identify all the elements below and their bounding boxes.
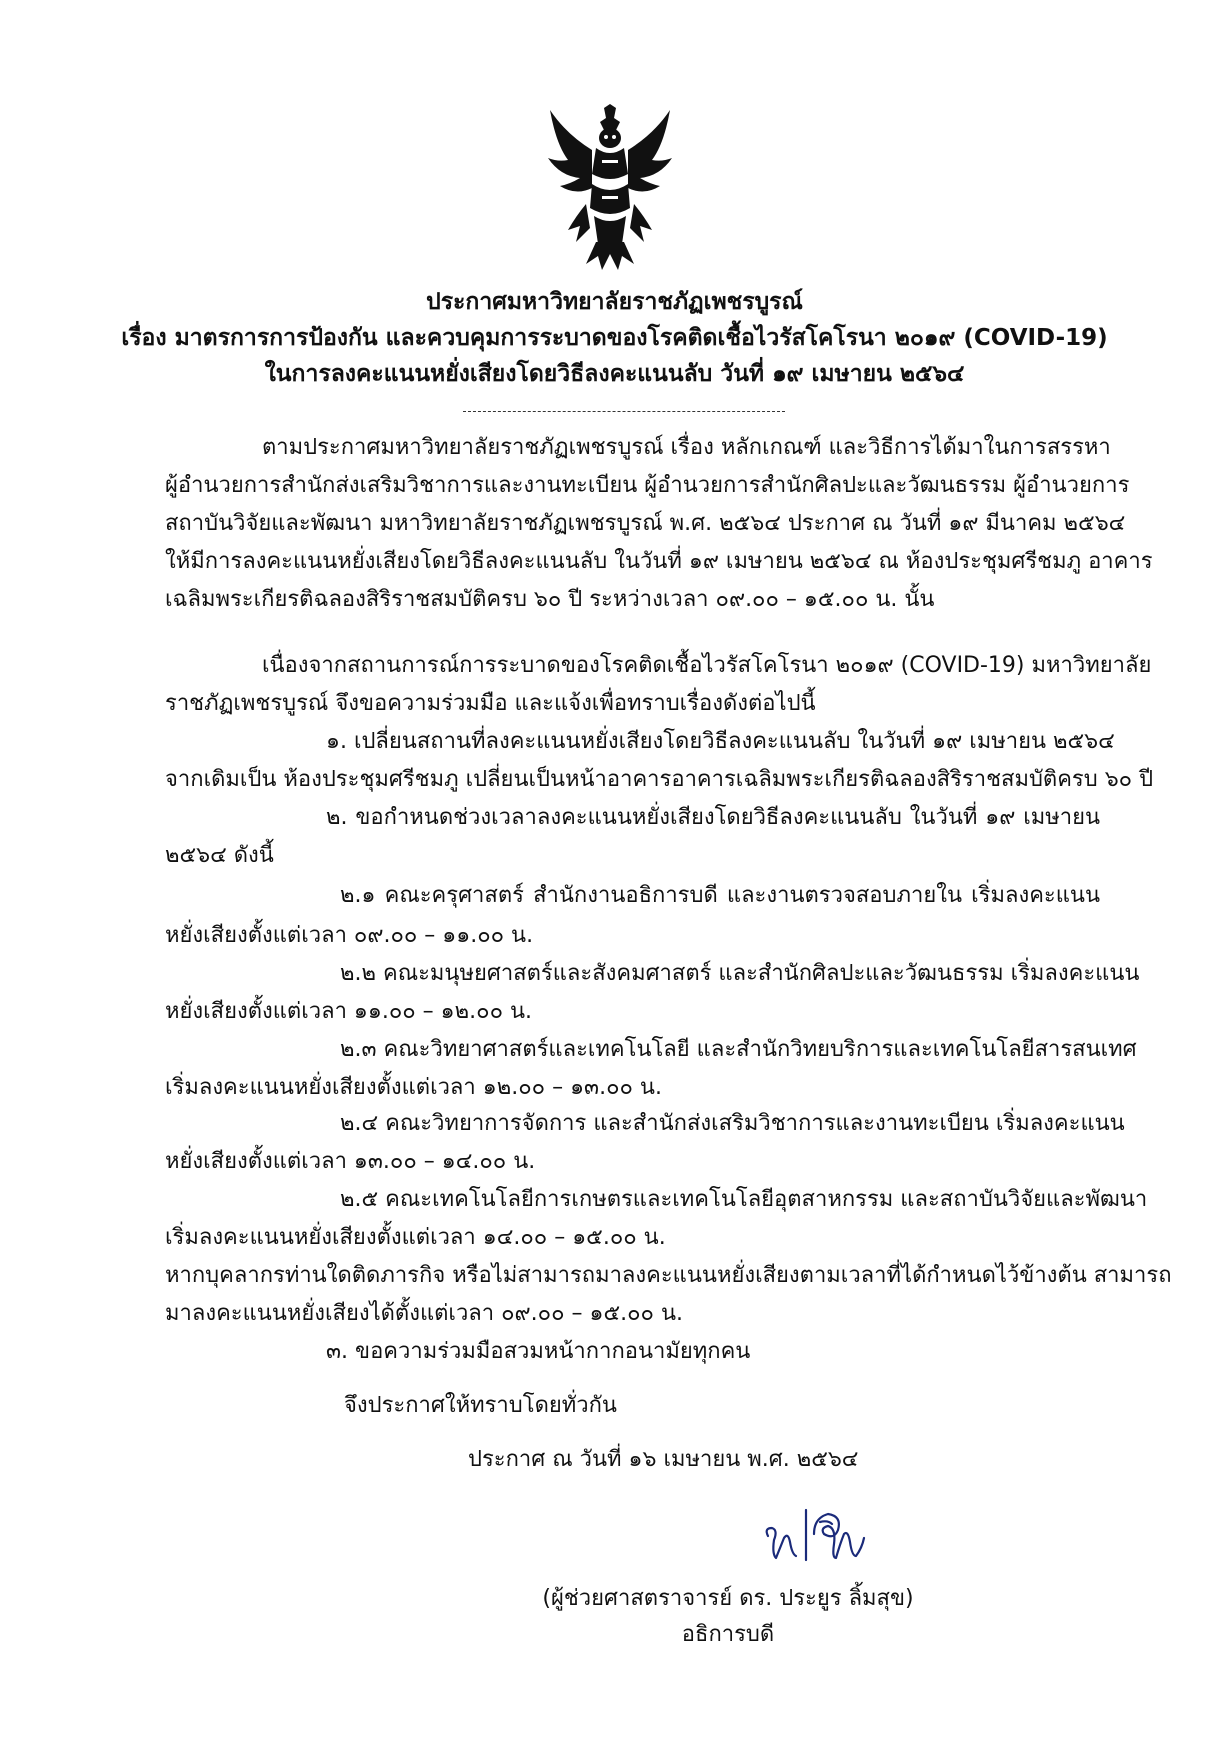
sub-item-2-1-line-1: ๒.๑ คณะครุศาสตร์ สำนักงานอธิการบดี และงานตรวจสอบภายใน เริ่มลงคะแนน (340, 883, 1100, 908)
item-1-line-1: ๑. เปลี่ยนสถานที่ลงคะแนนหยั่งเสียงโดยวิธีลงคะแนนลับ ในวันที่ ๑๙ เมษายน ๒๕๖๔ (326, 729, 1115, 754)
sub-item-2-4-line-2: หยั่งเสียงตั้งแต่เวลา ๑๓.๐๐ – ๑๔.๐๐ น. (165, 1149, 536, 1174)
title-divider (463, 411, 785, 412)
garuda-emblem-icon (546, 104, 674, 272)
item-2-line-1: ๒. ขอกำหนดช่วงเวลาลงคะแนนหยั่งเสียงโดยวิธีลงคะแนนลับ ในวันที่ ๑๙ เมษายน (326, 805, 1100, 830)
sub-item-2-5-line-2: เริ่มลงคะแนนหยั่งเสียงตั้งแต่เวลา ๑๔.๐๐ – ๑๕.๐๐ น. (165, 1225, 666, 1250)
note-line-1: หากบุคลากรท่านใดติดภารกิจ หรือไม่สามารถมาลงคะแนนหยั่งเสียงตามเวลาที่ได้กำหนดไว้ข้างต้น สามารถ (165, 1263, 1172, 1288)
note-line-2: มาลงคะแนนหยั่งเสียงได้ตั้งแต่เวลา ๐๙.๐๐ – ๑๕.๐๐ น. (165, 1301, 683, 1326)
subject-line-2: ในการลงคะแนนหยั่งเสียงโดยวิธีลงคะแนนลับ วันที่ ๑๙ เมษายน ๒๕๖๔ (264, 361, 965, 387)
sub-item-2-1-line-2: หยั่งเสียงตั้งแต่เวลา ๐๙.๐๐ – ๑๑.๐๐ น. (165, 923, 534, 948)
paragraph-1-line-4: ให้มีการลงคะแนนหยั่งเสียงโดยวิธีลงคะแนนลับ ในวันที่ ๑๙ เมษายน ๒๕๖๔ ณ ห้องประชุมศรีชมภู อาคาร (165, 549, 1153, 574)
sub-item-2-2-line-1: ๒.๒ คณะมนุษยศาสตร์และสังคมศาสตร์ และสำนักศิลปะและวัฒนธรรม เริ่มลงคะแนน (340, 961, 1140, 986)
paragraph-1-line-2: ผู้อำนวยการสำนักส่งเสริมวิชาการและงานทะเบียน ผู้อำนวยการสำนักศิลปะและวัฒนธรรม ผู้อำนวยการ (165, 473, 1130, 498)
item-2-line-2: ๒๕๖๔ ดังนี้ (165, 843, 274, 868)
announcement-date: ประกาศ ณ วันที่ ๑๖ เมษายน พ.ศ. ๒๕๖๔ (468, 1447, 859, 1472)
paragraph-1-line-5: เฉลิมพระเกียรติฉลองสิริราชสมบัติครบ ๖๐ ปี ระหว่างเวลา ๐๙.๐๐ – ๑๕.๐๐ น. นั้น (165, 587, 935, 612)
sub-item-2-3-line-1: ๒.๓ คณะวิทยาศาสตร์และเทคโนโลยี และสำนักวิทยบริการและเทคโนโลยีสารสนเทศ (340, 1037, 1137, 1062)
sub-item-2-3-line-2: เริ่มลงคะแนนหยั่งเสียงตั้งแต่เวลา ๑๒.๐๐ – ๑๓.๐๐ น. (165, 1075, 662, 1100)
sub-item-2-4-line-1: ๒.๔ คณะวิทยาการจัดการ และสำนักส่งเสริมวิชาการและงานทะเบียน เริ่มลงคะแนน (340, 1111, 1125, 1136)
sub-item-2-5-line-1: ๒.๕ คณะเทคโนโลยีการเกษตรและเทคโนโลยีอุตสาหกรรม และสถาบันวิจัยและพัฒนา (340, 1187, 1148, 1212)
signer-position: อธิการบดี (681, 1622, 775, 1647)
subject-line-1: เรื่อง มาตรการการป้องกัน และควบคุมการระบาดของโรคติดเชื้อไวรัสโคโรนา ๒๐๑๙ (COVID-19) (121, 325, 1108, 351)
handwritten-signature-icon (762, 1498, 872, 1568)
closing-statement: จึงประกาศให้ทราบโดยทั่วกัน (344, 1393, 617, 1418)
sub-item-2-2-line-2: หยั่งเสียงตั้งแต่เวลา ๑๑.๐๐ – ๑๒.๐๐ น. (165, 999, 533, 1024)
item-1-line-2: จากเดิมเป็น ห้องประชุมศรีชมภู เปลี่ยนเป็นหน้าอาคารอาคารเฉลิมพระเกียรติฉลองสิริราชสมบัติครบ ๖๐ ปี (165, 767, 1154, 792)
paragraph-2-line-1: เนื่องจากสถานการณ์การระบาดของโรคติดเชื้อไวรัสโคโรนา ๒๐๑๙ (COVID-19) มหาวิทยาลัย (262, 653, 1152, 678)
announcement-title: ประกาศมหาวิทยาลัยราชภัฏเพชรบูรณ์ (426, 289, 803, 315)
signer-name: (ผู้ช่วยศาสตราจารย์ ดร. ประยูร ลิ้มสุข) (542, 1586, 914, 1611)
paragraph-1-line-1: ตามประกาศมหาวิทยาลัยราชภัฏเพชรบูรณ์ เรื่อง หลักเกณฑ์ และวิธีการได้มาในการสรรหา (262, 435, 1111, 460)
paragraph-1-line-3: สถาบันวิจัยและพัฒนา มหาวิทยาลัยราชภัฏเพชรบูรณ์ พ.ศ. ๒๕๖๔ ประกาศ ณ วันที่ ๑๙ มีนาคม ๒๕๖๔ (165, 511, 1126, 536)
paragraph-2-line-2: ราชภัฏเพชรบูรณ์ จึงขอความร่วมมือ และแจ้งเพื่อทราบเรื่องดังต่อไปนี้ (165, 691, 816, 716)
item-3: ๓. ขอความร่วมมือสวมหน้ากากอนามัยทุกคน (326, 1339, 751, 1364)
